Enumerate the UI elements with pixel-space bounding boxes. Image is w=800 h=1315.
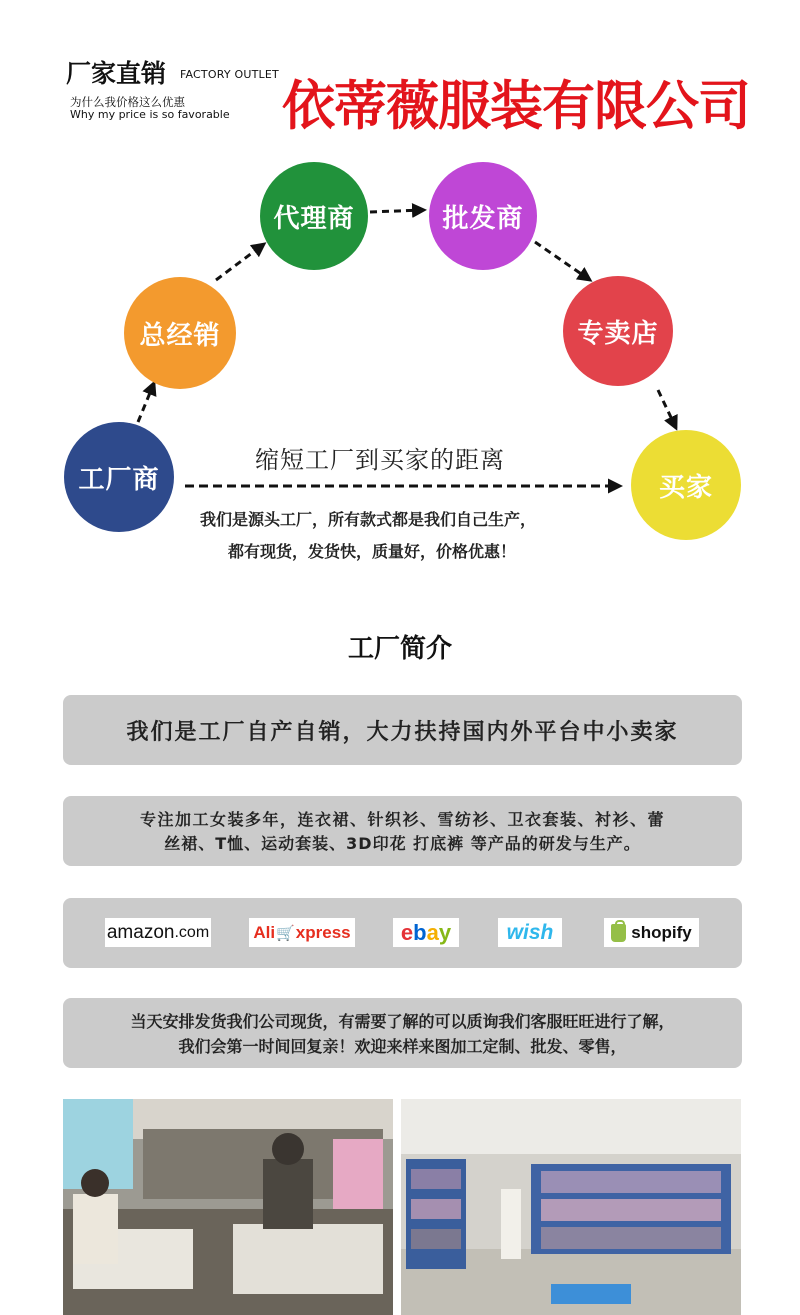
shopify-logo-text: shopify [631, 922, 692, 942]
flow-description-line1: 我们是源头工厂，所有款式都是我们自己生产， [200, 510, 537, 529]
shorten-distance-label: 缩短工厂到买家的距离 [255, 446, 505, 474]
shipping-line2: 我们会第一时间回复亲！欢迎来样来图加工定制、批发、零售， [178, 1037, 627, 1056]
aliexpress-logo-ali: Ali [253, 922, 276, 942]
workshop-illustration [63, 1099, 393, 1315]
ebay-logo [393, 918, 459, 947]
company-name: 依蒂薇服装有限公司 [282, 76, 750, 137]
arrow-factory-general [138, 383, 154, 422]
node-factory: 工厂商 [64, 422, 174, 532]
wish-logo [498, 918, 562, 947]
amazon-logo-suffix: .com [174, 923, 210, 941]
factory-outlet-title: 厂家直销 [66, 59, 167, 88]
node-buyer: 买家 [631, 430, 741, 540]
node-agent: 代理商 [260, 162, 368, 270]
warehouse-photo [401, 1099, 741, 1315]
flow-description-line2: 都有现货，发货快，质量好，价格优惠！ [228, 542, 517, 561]
arrow-wholesale-store [535, 242, 590, 280]
price-question-en: Why my price is so favorable [70, 108, 230, 121]
amazon-logo-text: amazon [106, 921, 175, 943]
intro-box-self-sale [63, 695, 742, 765]
arrow-agent-wholesale [370, 210, 424, 212]
ebay-logo-e: e [400, 919, 414, 945]
shipping-line1: 当天安排发货我们公司现货，有需要了解的可以质询我们客服旺旺进行了解， [130, 1012, 675, 1031]
intro-products-line2: 丝裙、T恤、运动套装、3D印花 打底裤 等产品的研发与生产。 [164, 834, 641, 853]
ebay-logo-b: b [413, 919, 427, 945]
factory-workshop-photo [63, 1099, 393, 1315]
ebay-logo-a: a [426, 919, 439, 945]
intro-box-products [63, 796, 742, 866]
factory-outlet-subtitle: FACTORY OUTLET [180, 68, 279, 81]
ebay-logo-y: y [438, 919, 452, 945]
aliexpress-logo [249, 918, 355, 947]
price-question: 为什么我价格这么优惠 [70, 95, 185, 109]
shopify-logo [604, 918, 699, 947]
warehouse-illustration [401, 1099, 741, 1315]
intro-box-self-sale-text: 我们是工厂自产自销，大力扶持国内外平台中小卖家 [126, 719, 679, 745]
amazon-logo [105, 918, 211, 947]
intro-box-platforms [63, 898, 742, 968]
arrow-store-buyer [658, 390, 676, 428]
intro-products-line1: 专注加工女装多年，连衣裙、针织衫、雪纺衫、卫衣套装、衬衫、蕾 [139, 810, 665, 829]
node-wholesaler: 批发商 [429, 162, 537, 270]
cart-icon: 🛒 [276, 924, 295, 942]
wish-logo-text: wish [506, 920, 554, 944]
factory-intro-title: 工厂简介 [347, 634, 452, 664]
node-general-distributor: 总经销 [124, 277, 236, 389]
shopping-bag-icon [611, 924, 626, 942]
node-store: 专卖店 [563, 276, 673, 386]
intro-box-shipping [63, 998, 742, 1068]
arrow-general-agent [216, 244, 264, 280]
aliexpress-logo-xpress: xpress [295, 922, 351, 942]
